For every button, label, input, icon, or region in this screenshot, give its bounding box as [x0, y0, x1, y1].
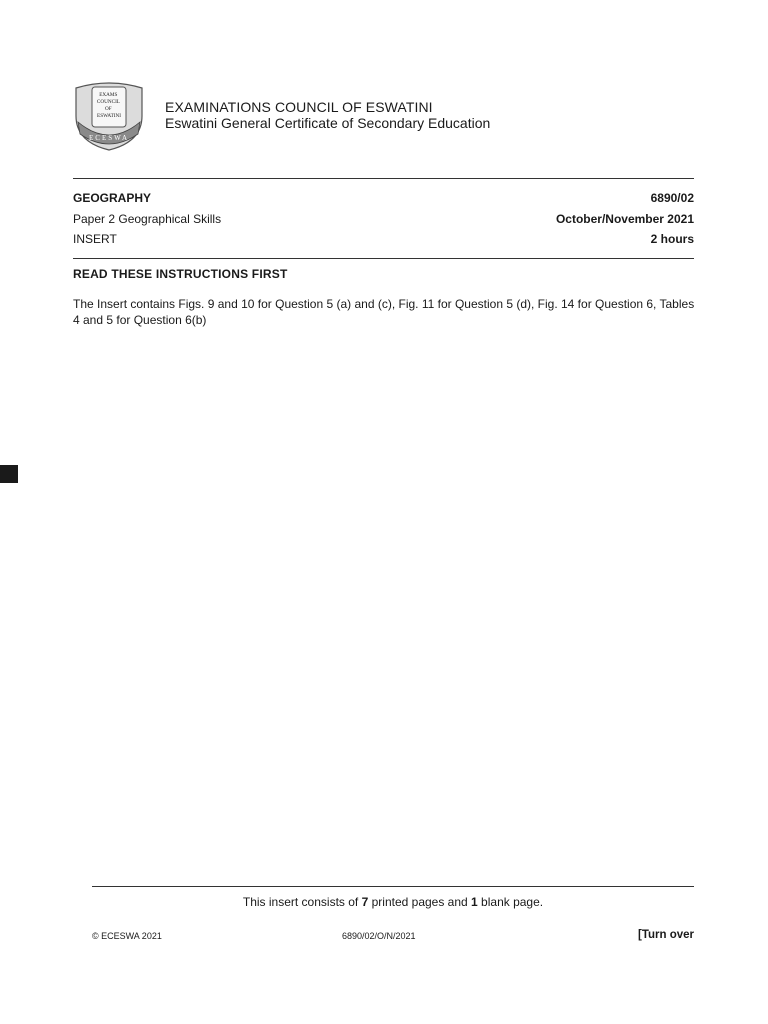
page-count-note — [92, 895, 694, 909]
middle-divider — [73, 258, 694, 259]
document-reference: 6890/02/O/N/2021 — [342, 931, 416, 941]
printed-page-count: 7 — [361, 895, 369, 909]
exam-duration: 2 hours — [650, 232, 694, 246]
logo-scroll-line: ESWATINI — [97, 113, 121, 119]
instructions-heading: READ THESE INSTRUCTIONS FIRST — [73, 267, 288, 281]
blank-page-count: 1 — [471, 895, 478, 909]
margin-marker — [0, 465, 18, 483]
certificate-title: Eswatini General Certificate of Secondary Education — [165, 115, 491, 131]
exam-session: October/November 2021 — [555, 212, 694, 226]
council-name: EXAMINATIONS COUNCIL OF ESWATINI — [165, 99, 433, 115]
logo-scroll-line: COUNCIL — [96, 99, 120, 105]
logo-scroll-line: OF — [105, 106, 112, 112]
paper-code: 6890/02 — [650, 191, 694, 205]
turn-over-label: [Turn over — [637, 929, 694, 941]
paper-title: Paper 2 Geographical Skills — [73, 212, 222, 226]
page-count-prefix: This insert consists of — [242, 895, 362, 909]
page-count-middle: printed pages and — [368, 895, 472, 909]
document-type: INSERT — [73, 232, 117, 246]
page-count-suffix: blank page. — [477, 895, 544, 909]
logo-banner-text: ECESWA — [89, 134, 129, 142]
instructions-body: The Insert contains Figs. 9 and 10 for Question 5 (a) and (c), Fig. 11 for Question 5 (d), Fig. 14 for Question 6, Tables 4 and 5 for Question 6(b) — [73, 297, 695, 327]
copyright: © ECESWA 2021 — [92, 931, 162, 941]
logo-scroll-line: EXAMS — [99, 92, 118, 98]
footer-divider — [92, 886, 694, 887]
eceswa-logo — [72, 82, 146, 152]
top-divider — [73, 178, 694, 179]
subject-title: GEOGRAPHY — [73, 191, 152, 205]
